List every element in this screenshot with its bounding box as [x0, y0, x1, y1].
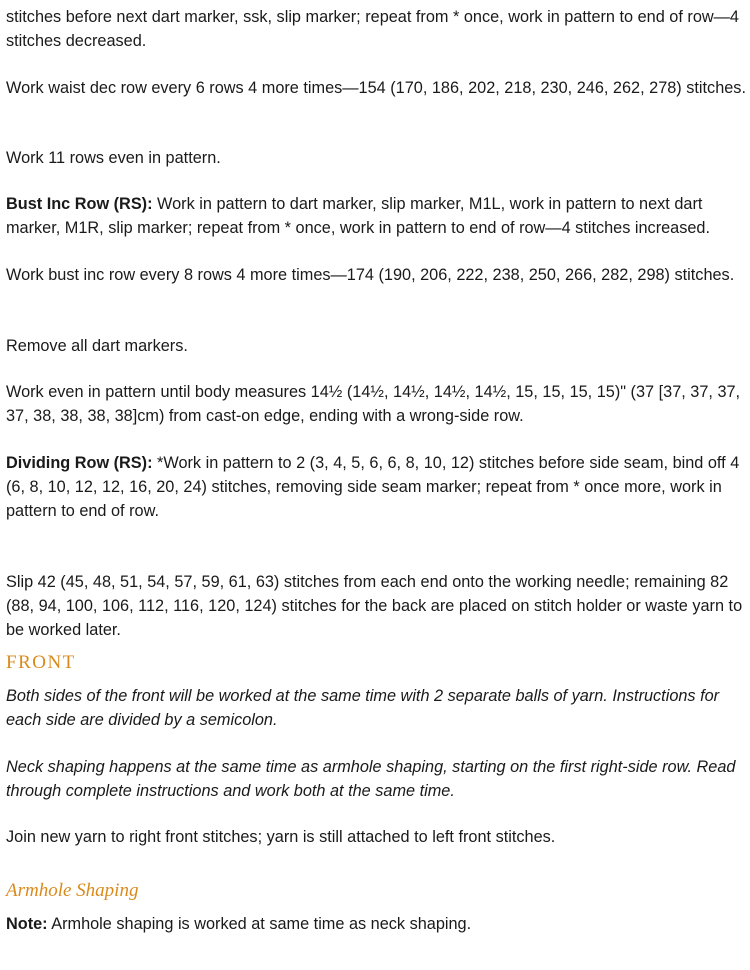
front-join-yarn: Join new yarn to right front stitches; yarn is still attached to left front stitches. [6, 828, 556, 846]
paragraph-waist-dec: Work waist dec row every 6 rows 4 more times—154 (170, 186, 202, 218, 230, 246, 262, 278) stitches. [6, 79, 746, 97]
armhole-shaping-heading: Armhole Shaping [6, 880, 139, 901]
front-heading: FRONT [6, 652, 76, 673]
paragraph-dart-decrease: stitches before next dart marker, ssk, slip marker; repeat from * once, work in pattern to end of row—4 stitches decreased. [6, 8, 739, 50]
paragraph-remove-markers: Remove all dart markers. [6, 337, 188, 355]
paragraph-body-measure: Work even in pattern until body measures 14½ (14½, 14½, 14½, 14½, 15, 15, 15, 15)" (37 [37, 37, 37, 37, 38, 38, 38, 38]cm) from cast-on edge, ending with a wrong-side row. [6, 383, 741, 425]
paragraph-rows-even: Work 11 rows even in pattern. [6, 149, 221, 167]
paragraph-bust-inc-repeat: Work bust inc row every 8 rows 4 more times—174 (190, 206, 222, 238, 250, 266, 282, 298) stitches. [6, 266, 735, 284]
dividing-row-label: Dividing Row (RS): [6, 454, 153, 472]
paragraph-slip-stitches: Slip 42 (45, 48, 51, 54, 57, 59, 61, 63) stitches from each end onto the working needle; remaining 82 (88, 94, 100, 106, 112, 116, 120, 124) stitches for the back are placed on stitch holder or waste yarn to be worked later. [6, 573, 743, 639]
paragraph-dividing-row [6, 451, 746, 523]
paragraph-bust-inc [6, 192, 746, 240]
bust-inc-label: Bust Inc Row (RS): [6, 195, 153, 213]
front-intro-2: Neck shaping happens at the same time as armhole shaping, starting on the first right-side row. Read through complete instructions and work both at the same time. [6, 758, 736, 800]
note-text: Armhole shaping is worked at same time as neck shaping. [47, 915, 472, 933]
dividing-row-text: *Work in pattern to 2 (3, 4, 5, 6, 6, 8, 10, 12) stitches before side seam, bind off 4 (6, 8, 10, 12, 12, 16, 20, 24) stitches, removing side seam marker; repeat from * once more, work in pattern to end of row. [6, 454, 740, 520]
note-label: Note: [6, 915, 48, 933]
bust-inc-text: Work in pattern to dart marker, slip marker, M1L, work in pattern to next dart marker, M1R, slip marker; repeat from * once, work in pattern to end of row—4 stitches increased. [6, 195, 710, 237]
front-intro-1: Both sides of the front will be worked at the same time with 2 separate balls of yarn. Instructions for each side are divided by a semicolon. [6, 687, 720, 729]
armhole-note [6, 912, 746, 936]
